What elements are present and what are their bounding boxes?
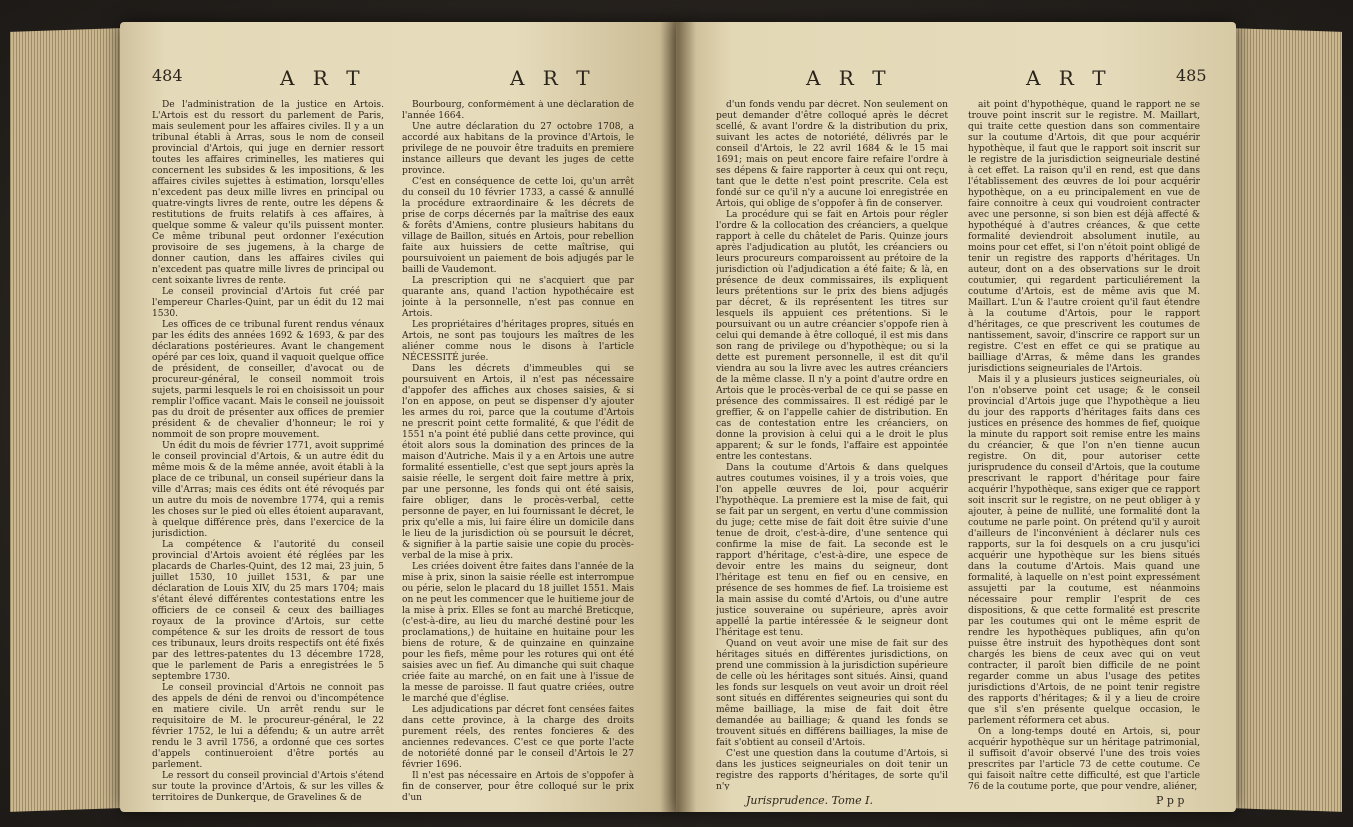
right-page bbox=[676, 22, 1236, 812]
paragraph: Le conseil provincial d'Artois ne connoit pas des appels de déni de renvoi ou d'incompétence en matiere civile. Un arrêt rendu sur le requisitoire de M. le procureur-général, le 22 février 1752, le lui a défendu; & un autre arrêt rendu le 3 avril 1756, a ordonné que ces sortes d'appels continueroient d'être portés au parlement. bbox=[152, 683, 384, 770]
paragraph: La compétence & l'autorité du conseil provincial d'Artois avoient été réglées par les placards de Charles-Quint, des 12 mai, 23 juin, 5 juillet 1530, 10 juillet 1531, & par une déclaration de Louis XIV, du 25 mars 1704; mais s'étant élevé différentes contestations entre les officiers de ce conseil & ceux des bailliages royaux de la province d'Artois, sur cette compétence & sur les droits de ressort de tous ces tribunaux, leurs droits respectifs ont été fixés par des lettres-patentes du 13 décembre 1728, que le parlement de Paris a enregistrées le 5 septembre 1730. bbox=[152, 540, 384, 682]
footer-volume: Jurisprudence. Tome I. bbox=[746, 794, 873, 807]
paragraph: La prescription qui ne s'acquiert que par quarante ans, quand l'action hypothécaire est jointe à la personnelle, n'est pas connue en Artois. bbox=[402, 276, 634, 319]
paragraph: Le ressort du conseil provincial d'Artois s'étend sur toute la province d'Artois, & sur les villes & territoires de Dunkerque, de Gravelines & de bbox=[152, 771, 384, 803]
paragraph: Dans la coutume d'Artois & dans quelques autres coutumes voisines, il y a trois voies, que l'on appelle œuvres de loi, pour acquérir l'hypothèque. La premiere est la mise de fait, qui se fait par un sergent, en vertu d'une commission du juge; cette mise de fait doit être suivie d'une tenue de droit, c'est-à-dire, d'une sentence qui confirme la mise de fait. La seconde est le rapport d'héritage, c'est-à-dire, une espece de devoir entre les mains du seigneur, dont l'héritage est tenu en fief ou en censive, en présence de ses hommes de fief. La troisieme est la main assise du comté d'Artois, ou d'une autre justice souveraine ou supérieure, après avoir appellé la partie intéressée & le seigneur dont l'héritage est tenu. bbox=[716, 463, 948, 638]
paragraph: C'est une question dans la coutume d'Artois, si dans les justices seigneuriales on doit tenir un registre des rapports d'héritages, de sorte qu'il n'y bbox=[716, 749, 948, 790]
paragraph: Un édit du mois de février 1771, avoit supprimé le conseil provincial d'Artois, & un autre édit du même mois & de la même année, avoit établi à la place de ce tribunal, un conseil supérieur dans la ville d'Arras; mais ces édits ont été révoqués par un autre du mois de novembre 1774, qui a remis les choses sur le pied où elles étoient auparavant, à quelque différence près, dans l'exercice de la jurisdiction. bbox=[152, 441, 384, 539]
paragraph: Les adjudications par décret font censées faites dans cette province, à la charge des droits purement réels, des rentes foncieres & des anciennes redevances. C'est ce que porte l'acte de notoriété donné par le conseil d'Artois le 27 février 1696. bbox=[402, 705, 634, 770]
page-number: 484 bbox=[152, 66, 183, 85]
right-page-edges bbox=[1232, 28, 1342, 812]
signature-mark: P p p bbox=[1156, 794, 1185, 807]
left-column-1 bbox=[152, 100, 384, 812]
left-column-2 bbox=[402, 100, 634, 812]
book-gutter bbox=[660, 22, 696, 812]
running-head-left: A R T bbox=[280, 66, 366, 90]
paragraph: On a long-temps douté en Artois, si, pour acquérir hypothèque sur un héritage patrimonial, il suffisoit d'avoir observé l'une des trois voies prescrites par l'article 73 de cette coutume. Ce qui faisoit naître cette difficulté, est que l'article 76 de la coutume porte, que pour vendre, aliéner, bbox=[968, 727, 1200, 792]
paragraph: Bourbourg, conformément à une déclaration de l'année 1664. bbox=[402, 100, 634, 121]
paragraph: Les offices de ce tribunal furent rendus vénaux par les édits des années 1692 & 1693, & par des déclarations postérieures. Avant le changement opéré par ces loix, quand il vaquoit quelque office de président, de conseiller, d'avocat ou de procureur-général, le conseil nommoit trois sujets, parmi lesquels le roi en choisissoit un pour remplir l'office vacant. Mais le conseil ne jouissoit pas du droit de présenter aux offices de premier président & de chevalier d'honneur; le roi y nommoit de son propre mouvement. bbox=[152, 320, 384, 440]
left-page-edges bbox=[10, 28, 120, 812]
paragraph: Mais il y a plusieurs justices seigneuriales, où l'on n'observe point cet usage; & le conseil provincial d'Artois juge que l'hypothèque a lieu du jour des rapports d'héritages faits dans ces justices en présence des hommes de fief, quoique la minute du rapport soit remise entre les mains du créancier, & que l'on n'en tienne aucun registre. On dit, pour autoriser cette jurisprudence du conseil d'Artois, que la coutume prescrivant le rapport d'héritage pour faire acquérir l'hypothèque, sans exiger que ce rapport soit inscrit sur le registre, on ne peut obliger à y ajouter, à peine de nullité, une formalité dont la coutume ne parle point. On prétend qu'il y auroit d'ailleurs de l'inconvénient à déclarer nuls ces rapports, sur la foi desquels on a cru jusqu'ici acquérir une hypothèque sur les biens situés dans la coutume d'Artois. Mais quand une formalité, à laquelle on n'est point expressément assujetti par la coutume, est néanmoins nécessaire pour remplir l'esprit de ces dispositions, & que cette formalité est prescrite par les coutumes qui ont le même esprit de rendre les hypothèques publiques, afin qu'on puisse être instruit des hypothèques dont sont chargés les biens de ceux avec qui on veut contracter, il paroît bien difficile de ne point regarder comme un abus l'usage des petites jurisdictions d'Artois, de ne point tenir registre des rapports d'héritages; & il y a lieu de croire que s'il s'en présente quelque occasion, le parlement réformera cet abus. bbox=[968, 375, 1200, 726]
paragraph: C'est en conséquence de cette loi, qu'un arrêt du conseil du 10 février 1733, a cassé & annullé la procédure extraordinaire & les décrets de prise de corps décernés par la maîtrise des eaux & forêts d'Amiens, contre plusieurs habitans du village de Baillon, situés en Artois, pour rebellion faite aux huissiers de cette maîtrise, qui poursuivoient un paiement de bois adjugés par le bailli de Vaudemont. bbox=[402, 177, 634, 275]
paragraph: Il n'est pas nécessaire en Artois de s'oppofer à fin de conserver, pour être colloqué sur le prix d'un bbox=[402, 771, 634, 803]
paragraph: Quand on veut avoir une mise de fait sur des héritages situés en différentes jurisdictions, on prend une commission à la jurisdiction supérieure de celle où les héritages sont situés. Ainsi, quand les fonds sur lesquels on veut avoir un droit réel sont situés en différentes seigneuries qui sont du même bailliage, la mise de fait doit être demandée au bailliage; & quand les fonds se trouvent situés en différens bailliages, la mise de fait s'obtient au conseil d'Artois. bbox=[716, 639, 948, 748]
running-head-right: A R T bbox=[1026, 66, 1112, 90]
running-head-left: A R T bbox=[806, 66, 892, 90]
paragraph: De l'administration de la justice en Artois. L'Artois est du ressort du parlement de Paris, mais seulement pour les affaires civiles. Il y a un tribunal établi à Arras, sous le nom de conseil provincial d'Artois, qui juge en dernier ressort toutes les affaires criminelles, les matieres qui concernent les subsides & les impositions, & les affaires civiles sujettes à estimation, lorsqu'elles n'excedent pas deux mille livres en principal ou quatre-vingts livres de rente, outre les dépens & restitutions de fruits relatifs à ces affaires, à quelque somme & valeur qu'ils puissent monter. Ce même tribunal peut ordonner l'exécution provisoire de ses jugemens, à la charge de donner caution, dans les affaires civiles qui n'excedent pas quatre mille livres de principal ou cent soixante livres de rente. bbox=[152, 100, 384, 286]
paragraph: ait point d'hypothèque, quand le rapport ne se trouve point inscrit sur le registre. M. Maillart, qui traite cette question dans son commentaire sur la coutume d'Artois, dit que pour acquérir hypothèque, il faut que le rapport soit inscrit sur le registre de la jurisdiction seigneuriale destiné à cet effet. La raison qu'il en rend, est que dans l'établissement des œuvres de loi pour acquérir hypothèque, on a eu principalement en vue de faire connoitre à ceux qui voudroient contracter avec une personne, si son bien est déjà affecté & hypothéqué à d'autres créances, & que cette formalité deviendroit absolument inutile, au moins pour cet effet, si l'on n'étoit point obligé de tenir un registre des rapports d'héritages. Un auteur, dont on a des observations sur le droit coutumier, qui regardent particuliérement la coutume d'Artois, est de même avis que M. Maillart. L'un & l'autre croient qu'il faut étendre à la coutume d'Artois, pour le rapport d'héritages, ce que prescrivent les coutumes de nantissement, savoir, d'inscrire ce rapport sur un registre. C'est en effet ce qui se pratique au bailliage d'Arras, & même dans les grandes jurisdictions seigneuriales de l'Artois. bbox=[968, 100, 1200, 374]
paragraph: Dans les décrets d'immeubles qui se poursuivent en Artois, il n'est pas nécessaire d'appofer des affiches aux choses saisies, & si l'on en appose, on peut se dispenser d'y ajouter les armes du roi, parce que la coutume d'Artois ne prescrit point cette formalité, & que l'édit de 1551 n'a point été publié dans cette province, qui étoit alors sous la domination des princes de la maison d'Autriche. Mais il y a en Artois une autre formalité essentielle, c'est que sept jours après la saisie réelle, le sergent doit faire mettre à prix, par une personne, les fonds qui ont été saisis, faire obliger, dans le procès-verbal, cette personne de payer, en lui fournissant le décret, le prix qu'elle a mis, lui faire élire un domicile dans le lieu de la jurisdiction où se poursuit le décret, & signifier à la partie saisie une copie du procès-verbal de la mise à prix. bbox=[402, 364, 634, 561]
paragraph: Le conseil provincial d'Artois fut créé par l'empereur Charles-Quint, par un édit du 12 mai 1530. bbox=[152, 287, 384, 319]
left-page bbox=[120, 22, 680, 812]
paragraph: Une autre déclaration du 27 octobre 1708, a accordé aux habitans de la province d'Artois, le privilege de ne pouvoir être traduits en premiere instance ailleurs que devant les juges de cette province. bbox=[402, 122, 634, 176]
paragraph: Les criées doivent être faites dans l'année de la mise à prix, sinon la saisie réelle est interrompue ou périe, selon le placard du 18 juillet 1551. Mais on ne peut les commencer que le huitieme jour de la mise à prix. Elles se font au marché Breticque, (c'est-à-dire, au lieu du marché destiné pour les proclamations,) de huitaine en huitaine pour les biens de roture, & de quinzaine en quinzaine pour les fiefs, même pour les rotures qui ont été saisies avec un fief. Au dimanche qui suit chaque criée faite au marché, on en fait une à l'issue de la messe de paroisse. Il faut quatre criées, outre le marché que d'église. bbox=[402, 562, 634, 704]
paragraph: Les propriétaires d'héritages propres, situés en Artois, ne sont pas toujours les maîtres de les aliéner comme nous le disons à l'article NÉCESSITÉ jurée. bbox=[402, 320, 634, 363]
right-column-2 bbox=[968, 100, 1200, 812]
paragraph: La procédure qui se fait en Artois pour régler l'ordre & la collocation des créanciers, a quelque rapport à celle du châtelet de Paris. Quinze jours après l'adjudication au plutôt, les créanciers ou leurs procureurs comparoissent au prétoire de la jurisdiction où l'adjudication a été faite; & là, en présence de deux commissaires, ils expliquent leurs prétentions sur le prix des biens adjugés par décret, & ils représentent les titres sur lesquels ils appuient ces prétentions. Si le poursuivant ou un autre créancier s'oppofe rien à celui qui demande à être colloqué, il est mis dans son rang de privilege ou d'hypothèque; ou si la dette est purement personnelle, il est dit qu'il viendra au sou la livre avec les autres créanciers de la même classe. Il n'y a point d'autre ordre en Artois que le procès-verbal de ce qui se passe en présence des commissaires. Il est rédigé par le greffier, & on l'appelle cahier de distribution. En cas de contestation entre les créanciers, on donne la provision à celui qui a le droit le plus apparent; & sur le fonds, l'affaire est appointée entre les contestans. bbox=[716, 210, 948, 462]
running-head-right: A R T bbox=[510, 66, 596, 90]
paragraph: d'un fonds vendu par décret. Non seulement on peut demander d'être colloqué après le décret scellé, & avant l'ordre & la distribution du prix, suivant les actes de notoriété, délivrés par le conseil d'Artois, le 22 avril 1684 & le 15 mai 1691; mais on peut encore faire refaire l'ordre à ses dépens & faire rapporter à ceux qui ont reçu, tant que le dette n'est point prescrite. Cela est fondé sur ce qu'il n'y a aucune loi enregistrée en Artois, qui oblige de s'oppofer à fin de conserver. bbox=[716, 100, 948, 209]
right-column-1 bbox=[716, 100, 948, 790]
page-number: 485 bbox=[1176, 66, 1207, 85]
